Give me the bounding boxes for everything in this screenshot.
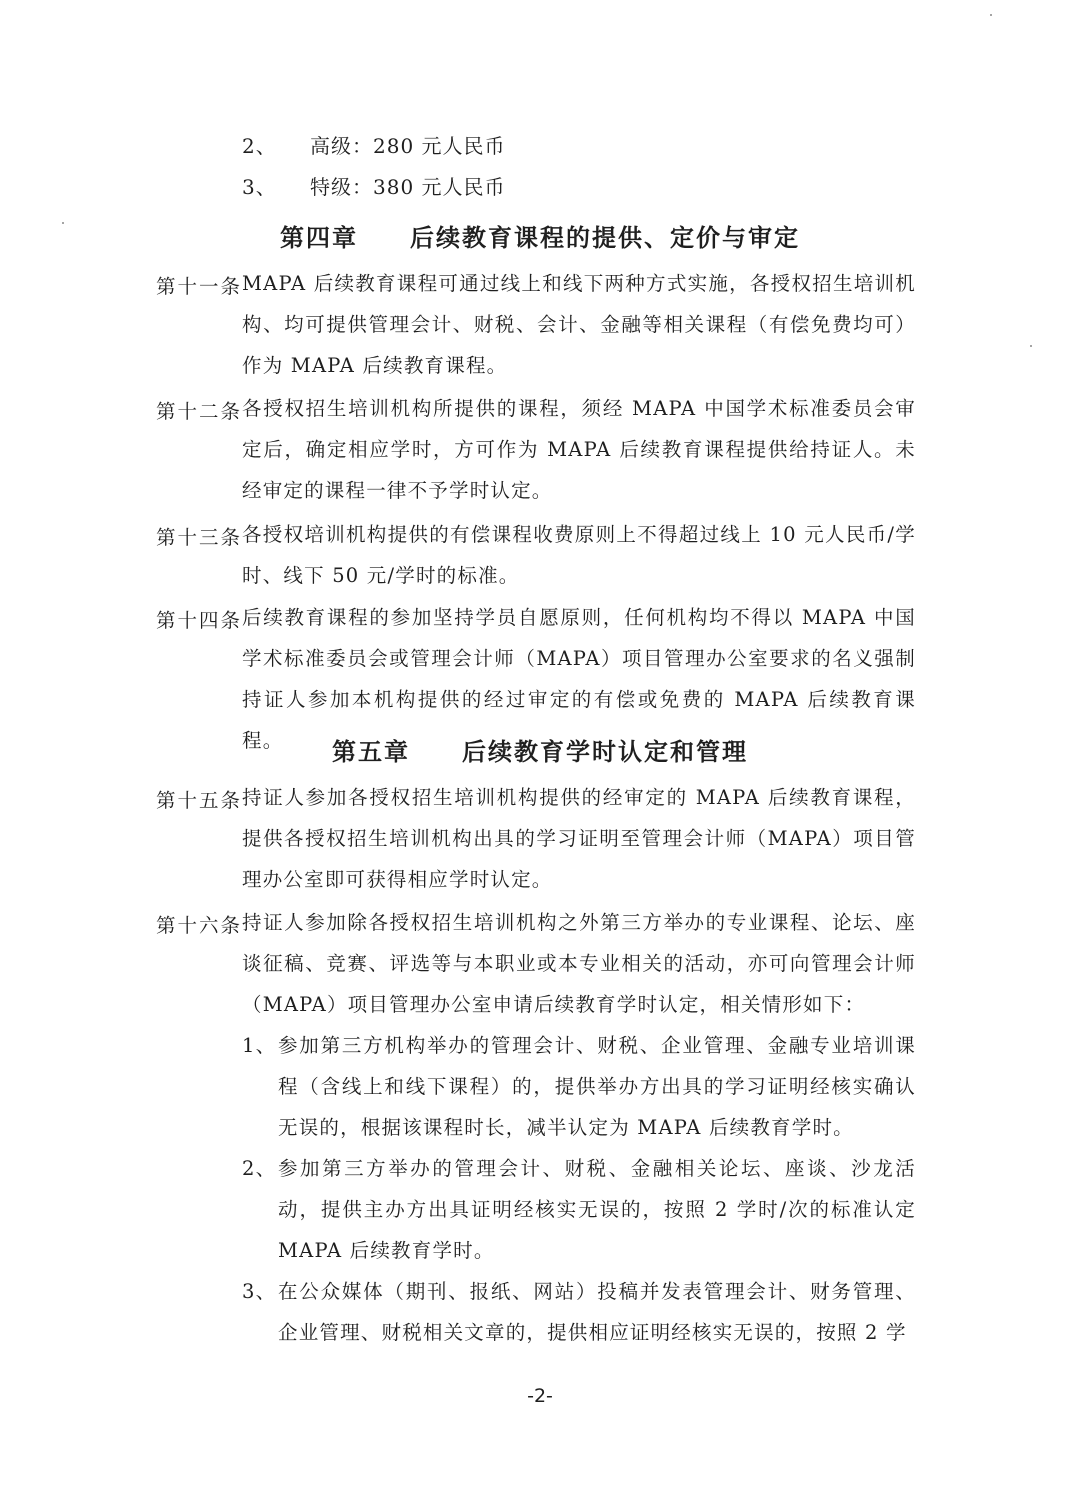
article-13 [156, 514, 916, 596]
article-text: 后续教育课程的参加坚持学员自愿原则，任何机构均不得以 MAPA 中国学术标准委员会或管理会计师（MAPA）项目管理办公室要求的名义强制持证人参加本机构提供的经过审定的有偿或免费的 MAPA 后续教育课程。 [242, 606, 916, 752]
article-11 [156, 263, 916, 386]
article-label: 第十三条 [156, 526, 243, 549]
article-text: MAPA 后续教育课程可通过线上和线下两种方式实施，各授权招生培训机构、均可提供管理会计、财税、会计、金融等相关课程（有偿免费均可）作为 MAPA 后续教育课程。 [242, 272, 916, 377]
fee-item-advanced [242, 130, 506, 159]
list-item-number: 2、 [242, 1157, 277, 1180]
article-label: 第十二条 [156, 400, 243, 423]
article-label: 第十四条 [156, 609, 243, 632]
list-item [242, 1025, 916, 1148]
article-text: 持证人参加各授权招生培训机构提供的经审定的 MAPA 后续教育课程，提供各授权招生培训机构出具的学习证明至管理会计师（MAPA）项目管理办公室即可获得相应学时认定。 [242, 786, 916, 891]
article-label: 第十六条 [156, 914, 243, 937]
article-16 [156, 902, 916, 1353]
item-number: 2、 [242, 134, 277, 158]
list-item-number: 1、 [242, 1034, 277, 1057]
fee-item-special [242, 171, 506, 200]
article-text: 各授权招生培训机构所提供的课程，须经 MAPA 中国学术标准委员会审定后，确定相应学时，方可作为 MAPA 后续教育课程提供给持证人。未经审定的课程一律不予学时认定。 [242, 397, 916, 502]
article-text: 各授权培训机构提供的有偿课程收费原则上不得超过线上 10 元人民币/学时、线下 50 元/学时的标准。 [242, 523, 916, 587]
item-text: 特级：380 元人民币 [310, 175, 506, 199]
article-body [242, 902, 916, 1353]
scan-speck [1030, 345, 1032, 347]
article-12 [156, 388, 916, 511]
list-item-number: 3、 [242, 1280, 277, 1303]
article-15 [156, 777, 916, 900]
chapter-5-heading: 第五章 后续教育学时认定和管理 [332, 737, 748, 766]
chapter-4-heading: 第四章 后续教育课程的提供、定价与审定 [280, 223, 800, 252]
list-item-text: 参加第三方举办的管理会计、财税、金融相关论坛、座谈、沙龙活动，提供主办方出具证明经核实无误的，按照 2 学时/次的标准认定 MAPA 后续教育学时。 [278, 1157, 916, 1262]
page-number: -2- [527, 1385, 553, 1407]
list-item-text: 参加第三方机构举办的管理会计、财税、企业管理、金融专业培训课程（含线上和线下课程）的，提供举办方出具的学习证明经核实确认无误的，根据该课程时长，减半认定为 MAPA 后续教育学时。 [278, 1034, 916, 1139]
list-item [242, 1148, 916, 1271]
article-text: 持证人参加除各授权招生培训机构之外第三方举办的专业课程、论坛、座谈征稿、竞赛、评选等与本职业或本专业相关的活动，亦可向管理会计师（MAPA）项目管理办公室申请后续教育学时认定，相关情形如下： [242, 911, 916, 1016]
item-number: 3、 [242, 175, 277, 199]
item-text: 高级：280 元人民币 [310, 134, 506, 158]
article-label: 第十五条 [156, 789, 243, 812]
list-item [242, 1271, 916, 1353]
list-item-text: 在公众媒体（期刊、报纸、网站）投稿并发表管理会计、财务管理、企业管理、财税相关文章的，提供相应证明经核实无误的，按照 2 学 [278, 1280, 916, 1344]
scan-speck [990, 14, 992, 16]
article-label: 第十一条 [156, 275, 243, 298]
